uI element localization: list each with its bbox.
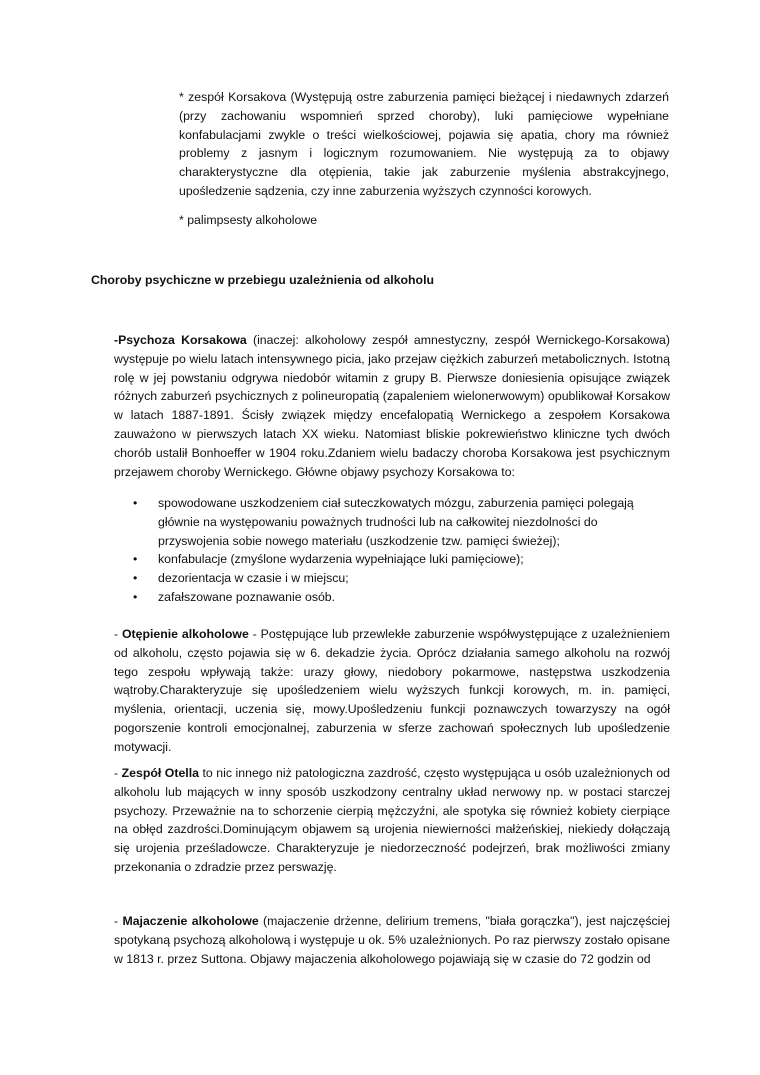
alcoholic-delirium-term: Majaczenie alkoholowe [122, 914, 259, 928]
section-title: Choroby psychiczne w przebiegu uzależnienia od alkoholu [91, 273, 434, 287]
bullet-icon: • [133, 571, 138, 586]
korsakow-psychosis-text: (inaczej: alkoholowy zespół amnestyczny, zespół Wernickego-Korsakowa) występuje po wielu latach intensywnego picia, jako przejaw ciężkich zaburzeń metabolicznych. Istotną rolę w jej powstaniu odgrywa niedobór witamin z grupy B. Pierwsze doniesienia opisujące związek różnych zaburzeń psychicznych z polineuropatią (zapaleniem wielonerwowym) opublikował Korsakow w latach 1887-1891. Ścisły związek między encefalopatią Wernickego a zespołem Korsakowa zauważono w pierwszych latach XX wieku. Natomiast bliskie pokrewieństwo kliniczne tych dwóch chorób ustalił Bonhoeffer w 1904 roku.Zdaniem wielu badaczy choroba Korsakowa jest psychicznym przejawem choroby Wernickego. Główne objawy psychozy Korsakowa to: [114, 333, 670, 479]
alcoholic-dementia-term: Otępienie alkoholowe [121, 627, 249, 641]
bullet-icon: • [133, 589, 138, 604]
othello-syndrome-paragraph: - Zespół Otella to nic innego niż patologiczna zazdrość, często występująca u osób uzależnionych od alkoholu lub mających w inny sposób uszkodzony centralny układ nerwowy np. w postaci starczej psychozy. Przeważnie na to schorzenie cierpią mężczyźni, ale spotyka się również kobiety cierpiące na obłęd zazdrości.Dominującym objawem są urojenia niewierności małżeńskiej, niekiedy dołączają się urojenia prześladowcze. Charakteryzuje je niedorzeczność podejrzeń, brak możliwości zmiany przekonania o zdradzie przez perswazję. [114, 766, 671, 874]
alcoholic-delirium-paragraph: - Majaczenie alkoholowe (majaczenie drżenne, delirium tremens, "biała gorączka"), jest najczęściej spotykaną psychozą alkoholową i występuje u ok. 5% uzależnionych. Po raz pierwszy zostało opisane w 1813 r. przez Suttona. Objawy majaczenia alkoholowego pojawiają się w czasie do 72 godzin od [114, 914, 670, 966]
korsakow-psychosis-paragraph [114, 331, 670, 481]
korsakow-psychosis-term: -Psychoza Korsakowa [114, 333, 247, 347]
list-item: • konfabulacje (zmyślone wydarzenia wypełniające luki pamięciowe); [114, 550, 670, 569]
list-item: • spowodowane uszkodzeniem ciał suteczkowatych mózgu, zaburzenia pamięci polegają głównie na występowaniu poważnych trudności lub na całkowitej niezdolności do przyswojenia sobie nowego materiału (uszkodzenie tzw. pamięci świeżej); [133, 496, 634, 548]
symptoms-list [114, 494, 670, 607]
list-item: • dezorientacja w czasie i w miejscu; [114, 569, 670, 588]
alcohol-palimpsests-item: * palimpsesty alkoholowe [179, 213, 318, 227]
alcoholic-dementia-paragraph: - Otępienie alkoholowe - Postępujące lub przewlekłe zaburzenie współwystępujące z uzależnieniem od alkoholu, często pojawia się w 6. dekadzie życia. Oprócz działania samego alkoholu na rozwój tego zespołu wpływają także: urazy głowy, niedobory pokarmowe, następstwa uszkodzenia wątroby.Charakteryzuje się upośledzeniem wielu wyższych funkcji korowych, m. in. pamięci, myślenia, orientacji, uczenia się, mowy.Upośledzeniu funkcji poznawczych towarzyszy na ogół pogorszenie kontroli emocjonalnej, zaburzenia w sferze zachowań społecznych lub upośledzenie motywacji. [114, 627, 670, 754]
list-item: • zafałszowane poznawanie osób. [114, 588, 670, 607]
bullet-icon: • [133, 552, 138, 567]
bullet-icon: • [133, 496, 138, 510]
korsakow-syndrome-item: * zespół Korsakova (Występują ostre zaburzenia pamięci bieżącej i niedawnych zdarzeń (przy zachowaniu wspomnień sprzed choroby), luki pamięciowe wypełniane konfabulacjami zwykle o treści wielkościowej, pojawia się apatia, chory ma również problemy z jasnym i logicznym rozumowaniem. Nie występują za to objawy charakterystyczne dla otępienia, takie jak zaburzenie myślenia abstrakcyjnego, upośledzenie sądzenia, czy inne zaburzenia wyższych czynności korowych. [179, 90, 669, 198]
othello-syndrome-term: Zespół Otella [121, 766, 199, 780]
